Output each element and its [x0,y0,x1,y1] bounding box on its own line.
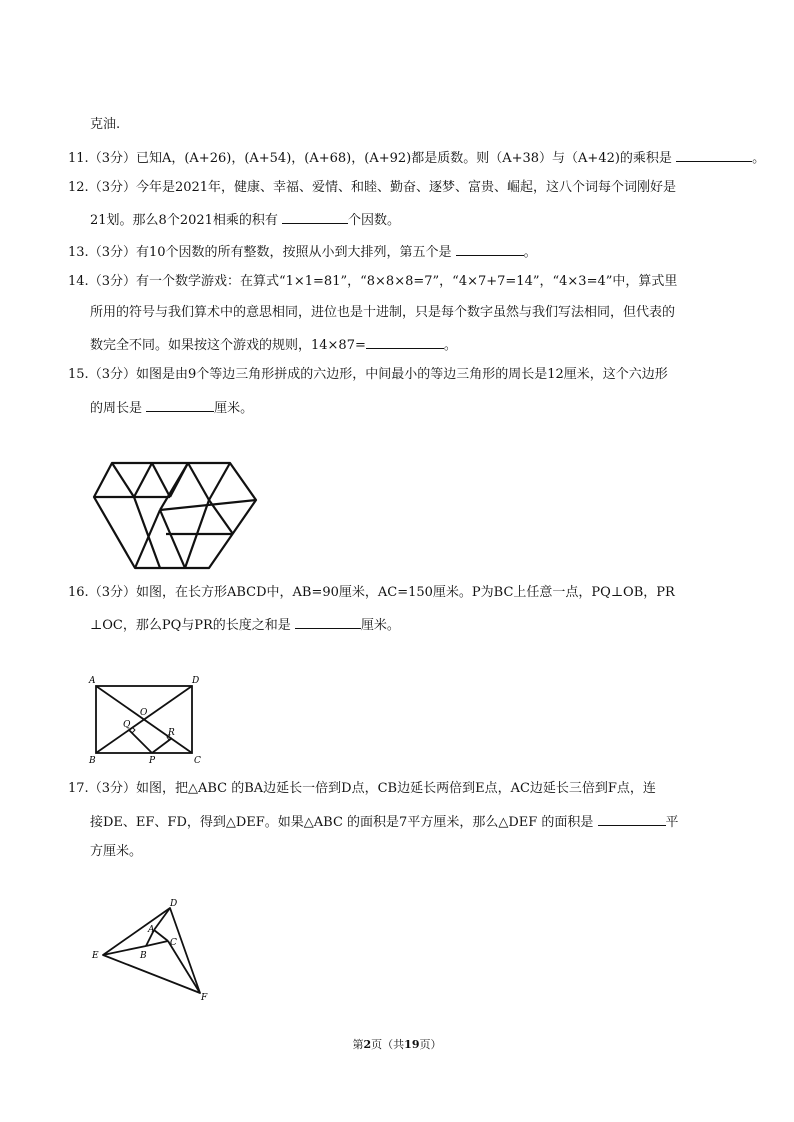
segment-pr [152,738,172,753]
label-f: F [201,993,208,1002]
page-footer [0,1036,794,1052]
q15-line2a: 的周长是 [90,401,143,416]
question-16-line1 [68,584,675,602]
q10-tail: 克油. [90,117,121,132]
label-r: R [168,728,175,738]
triangle-figure [88,896,218,1002]
q17-answer-blank[interactable] [598,812,666,826]
hexagon-figure [90,460,260,572]
question-12-line2 [90,210,400,230]
q13-answer-blank[interactable] [456,242,524,256]
q13-number: 13. [68,245,89,260]
extension-ad [154,908,170,930]
label-e: E [92,951,99,961]
q11-number: 11. [68,151,89,166]
question-17-line2 [90,812,679,832]
label-b: B [140,951,147,961]
label-p: P [149,756,156,764]
question-17-line1 [68,780,656,798]
q14-line3a: 数完全不同。如果按这个游戏的规则，14×87= [90,338,366,353]
hexagon-line [188,463,209,500]
q13-text: （3分）有10个因数的所有整数，按照从小到大排列，第五个是 [88,245,452,260]
label-c: C [194,756,201,764]
footer-prefix: 第 [352,1038,364,1051]
right-angle-mark-q [132,727,135,733]
q15-line2b: 厘米。 [214,401,254,416]
hexagon-line [112,463,134,497]
question-14-line3 [90,335,457,355]
q12-line2a: 21划。那么8个2021相乘的积有 [90,213,278,228]
rectangle-figure [86,672,206,764]
side-ac [154,930,168,941]
hexagon-line [152,463,170,497]
q16-line2a: ⊥OC，那么PQ与PR的长度之和是 [90,618,291,633]
label-a: A [89,676,96,686]
segment-pq [129,730,152,753]
q14-line1: （3分）有一个数学游戏：在算式“1×1=81”，“8×8×8=7”，“4×7+7=14”，“4×3=4”中，算式里 [88,274,678,289]
question-17-line3: 方厘米。 [90,844,143,859]
label-o: O [140,708,148,718]
q17-line1: （3分）如图，把△ABC 的BA边延长一倍到D点，CB边延长两倍到E点，AC边延长三倍到F点，连 [88,781,656,796]
q11-end: 。 [752,151,766,166]
question-15-line2 [90,398,253,418]
hexagon-line [209,500,233,534]
footer-middle: 页（共 [371,1038,405,1051]
side-bc [146,941,168,946]
question-13 [68,242,537,262]
hexagon-line [134,463,152,497]
q17-line2a: 接DE、EF、FD，得到△DEF。如果△ABC 的面积是7平方厘米，那么△DEF 的面积是 [90,815,594,830]
question-15-line1 [68,366,668,384]
q17-line2b: 平 [665,815,679,830]
question-14-line2: 所用的符号与我们算术中的意思相同，进位也是十进制，只是每个数字虽然与我们写法相同，但代表的 [90,305,676,320]
hexagon-line [160,510,185,568]
q11-answer-blank[interactable] [676,148,752,162]
q15-line1: （3分）如图是由9个等边三角形拼成的六边形，中间最小的等边三角形的周长是12厘米，这个六边形 [88,367,668,382]
q14-number: 14. [68,274,89,289]
hexagon-line [134,497,160,568]
q12-number: 12. [68,180,89,195]
q17-number: 17. [68,781,89,796]
label-d: D [170,899,178,909]
label-a: A [148,925,155,935]
label-c: C [170,938,177,948]
q16-line2b: 厘米。 [360,618,400,633]
q13-end: 。 [523,245,537,260]
question-14-line1 [68,273,677,291]
label-d: D [192,676,200,686]
q12-line1: （3分）今年是2021年，健康、幸福、爱情、和睦、勤奋、逐梦、富贵、崛起，这八个词每个词刚好是 [88,180,677,195]
hexagon-line [209,463,230,500]
q15-answer-blank[interactable] [146,398,214,412]
question-16-line2 [90,615,400,635]
label-q: Q [123,720,131,730]
q12-line2b: 个因数。 [348,213,401,228]
q14-answer-blank[interactable] [366,335,444,349]
footer-suffix: 页） [419,1038,442,1051]
q12-answer-blank[interactable] [282,210,348,224]
footer-page-number: 2 [363,1038,372,1051]
q16-number: 16. [68,585,89,600]
label-b: B [89,756,96,764]
q14-line3b: 。 [443,338,457,353]
footer-total-pages: 19 [404,1038,420,1051]
q16-line1: （3分）如图，在长方形ABCD中，AB=90厘米，AC=150厘米。P为BC上任意一点，PQ⊥OB，PR [88,585,675,600]
q11-text: （3分）已知A，(A+26)，(A+54)，(A+68)，(A+92)都是质数。则（A+38）与（A+42)的乘积是 [88,151,672,166]
question-11 [68,148,765,168]
q16-answer-blank[interactable] [295,615,361,629]
question-12-line1 [68,179,676,197]
triangle-def [103,908,200,993]
q15-number: 15. [68,367,89,382]
hexagon-outline [94,463,256,568]
